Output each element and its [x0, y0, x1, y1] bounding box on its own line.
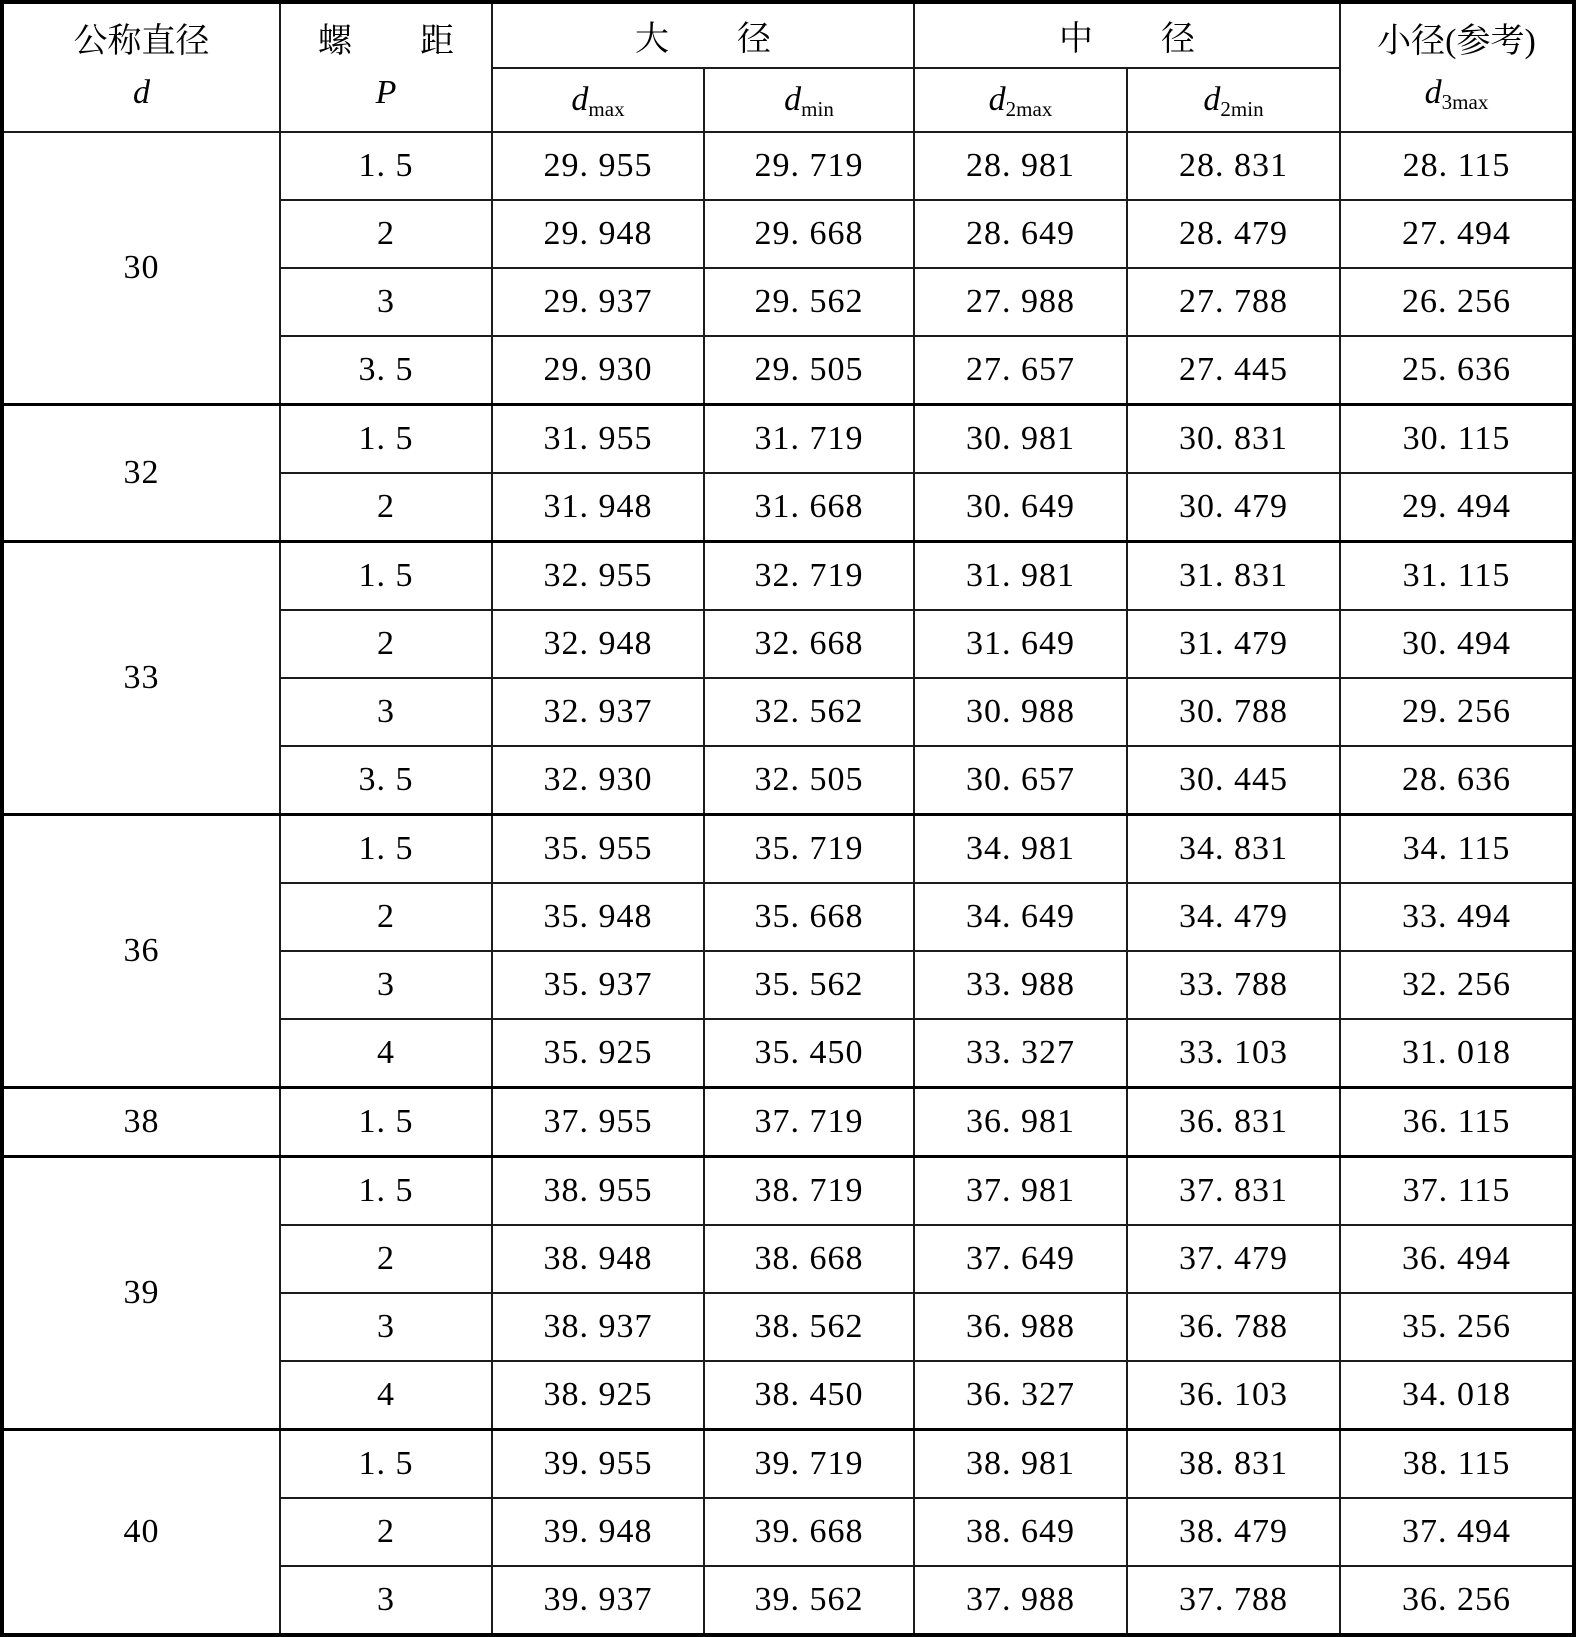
dmax-cell: 37. 955 — [492, 1088, 704, 1157]
nominal-diameter-cell: 33 — [2, 542, 280, 815]
d2max-cell: 38. 981 — [914, 1430, 1127, 1499]
dmin-cell: 38. 562 — [704, 1293, 914, 1361]
pitch-cell: 2 — [280, 200, 492, 268]
d2min-cell: 36. 103 — [1127, 1361, 1340, 1430]
d2max-cell: 27. 657 — [914, 336, 1127, 405]
d3max-cell: 30. 115 — [1340, 405, 1574, 474]
table-row — [2, 1430, 1574, 1499]
d2min-cell: 30. 831 — [1127, 405, 1340, 474]
pitch-cell: 3 — [280, 268, 492, 336]
d2min-cell: 34. 479 — [1127, 883, 1340, 951]
d2max-cell: 30. 988 — [914, 678, 1127, 746]
d3max-cell: 34. 115 — [1340, 815, 1574, 884]
d3max-cell: 34. 018 — [1340, 1361, 1574, 1430]
d3max-cell: 37. 494 — [1340, 1498, 1574, 1566]
d3max-cell: 25. 636 — [1340, 336, 1574, 405]
d2min-cell: 38. 479 — [1127, 1498, 1340, 1566]
pitch-cell: 4 — [280, 1019, 492, 1088]
dmin-cell: 35. 450 — [704, 1019, 914, 1088]
pitch-cell: 3. 5 — [280, 746, 492, 815]
pitch-cell: 3 — [280, 951, 492, 1019]
d3max-cell: 36. 256 — [1340, 1566, 1574, 1635]
d3max-cell: 36. 115 — [1340, 1088, 1574, 1157]
dmin-cell: 37. 719 — [704, 1088, 914, 1157]
d2max-cell: 36. 988 — [914, 1293, 1127, 1361]
dmin-cell: 35. 562 — [704, 951, 914, 1019]
dmin-cell: 32. 668 — [704, 610, 914, 678]
header-d2max: $d_{2max}$ — [914, 68, 1127, 132]
d3max-cell: 31. 018 — [1340, 1019, 1574, 1088]
pitch-cell: 2 — [280, 883, 492, 951]
d3max-cell: 28. 115 — [1340, 132, 1574, 200]
d2max-cell: 37. 649 — [914, 1225, 1127, 1293]
dmax-cell: 39. 948 — [492, 1498, 704, 1566]
dmax-cell: 32. 930 — [492, 746, 704, 815]
pitch-cell: 1. 5 — [280, 1430, 492, 1499]
header-pitch-symbol: P — [375, 73, 397, 111]
dmax-cell: 29. 930 — [492, 336, 704, 405]
nominal-diameter-cell: 32 — [2, 405, 280, 542]
d3max-cell: 26. 256 — [1340, 268, 1574, 336]
pitch-cell: 3 — [280, 1566, 492, 1635]
d2max-cell: 34. 649 — [914, 883, 1127, 951]
dmin-cell: 38. 668 — [704, 1225, 914, 1293]
d2max-cell: 36. 327 — [914, 1361, 1127, 1430]
header-nominal-diameter — [2, 2, 280, 132]
table-row — [2, 1088, 1574, 1157]
dmax-cell: 35. 937 — [492, 951, 704, 1019]
pitch-cell: 1. 5 — [280, 815, 492, 884]
dmin-cell: 29. 719 — [704, 132, 914, 200]
d2max-cell: 28. 981 — [914, 132, 1127, 200]
header-middle-diameter: 中 径 — [914, 2, 1340, 68]
d2max-cell: 33. 988 — [914, 951, 1127, 1019]
dmax-cell: 35. 925 — [492, 1019, 704, 1088]
d2min-cell: 38. 831 — [1127, 1430, 1340, 1499]
d2min-cell: 31. 479 — [1127, 610, 1340, 678]
nominal-diameter-cell: 36 — [2, 815, 280, 1088]
dmin-cell: 31. 668 — [704, 473, 914, 542]
dmin-cell: 39. 719 — [704, 1430, 914, 1499]
dmin-cell: 29. 505 — [704, 336, 914, 405]
d3max-cell: 38. 115 — [1340, 1430, 1574, 1499]
d2min-cell: 33. 788 — [1127, 951, 1340, 1019]
header-pitch-title: 螺 距 — [318, 23, 454, 61]
header-dmin: $d_{min}$ — [704, 68, 914, 132]
header-nominal-diameter-symbol: d — [133, 73, 150, 111]
d2min-cell: 27. 445 — [1127, 336, 1340, 405]
d2min-cell: 37. 788 — [1127, 1566, 1340, 1635]
table-row — [2, 132, 1574, 200]
d3max-cell: 30. 494 — [1340, 610, 1574, 678]
pitch-cell: 2 — [280, 473, 492, 542]
header-dmax: $d_{max}$ — [492, 68, 704, 132]
pitch-cell: 1. 5 — [280, 1157, 492, 1226]
nominal-diameter-cell: 30 — [2, 132, 280, 405]
pitch-cell: 3 — [280, 678, 492, 746]
table-row — [2, 405, 1574, 474]
pitch-cell: 4 — [280, 1361, 492, 1430]
d3max-cell: 36. 494 — [1340, 1225, 1574, 1293]
d2min-cell: 37. 479 — [1127, 1225, 1340, 1293]
d2min-cell: 33. 103 — [1127, 1019, 1340, 1088]
header-nominal-diameter-title: 公称直径 — [73, 23, 210, 61]
dmax-cell: 29. 955 — [492, 132, 704, 200]
d2min-cell: 28. 479 — [1127, 200, 1340, 268]
pitch-cell: 1. 5 — [280, 405, 492, 474]
dmin-cell: 32. 719 — [704, 542, 914, 611]
pitch-cell: 2 — [280, 1498, 492, 1566]
nominal-diameter-cell: 38 — [2, 1088, 280, 1157]
dmin-cell: 38. 450 — [704, 1361, 914, 1430]
dmax-cell: 38. 925 — [492, 1361, 704, 1430]
d2max-cell: 30. 981 — [914, 405, 1127, 474]
d2min-cell: 36. 831 — [1127, 1088, 1340, 1157]
d2min-cell: 30. 445 — [1127, 746, 1340, 815]
dmin-cell: 38. 719 — [704, 1157, 914, 1226]
d3max-cell: 29. 494 — [1340, 473, 1574, 542]
dmax-cell: 39. 937 — [492, 1566, 704, 1635]
pitch-cell: 3 — [280, 1293, 492, 1361]
header-major-diameter: 大 径 — [492, 2, 914, 68]
dmax-cell: 31. 955 — [492, 405, 704, 474]
table-row — [2, 1157, 1574, 1226]
d3max-cell: 32. 256 — [1340, 951, 1574, 1019]
nominal-diameter-cell: 39 — [2, 1157, 280, 1430]
d2min-cell: 36. 788 — [1127, 1293, 1340, 1361]
d2max-cell: 38. 649 — [914, 1498, 1127, 1566]
header-minor-diameter-title: 小径(参考) — [1377, 23, 1536, 61]
d2max-cell: 37. 981 — [914, 1157, 1127, 1226]
d2max-cell: 31. 649 — [914, 610, 1127, 678]
d3max-cell: 33. 494 — [1340, 883, 1574, 951]
dmax-cell: 32. 937 — [492, 678, 704, 746]
nominal-diameter-cell: 40 — [2, 1430, 280, 1636]
d2max-cell: 31. 981 — [914, 542, 1127, 611]
d2max-cell: 34. 981 — [914, 815, 1127, 884]
d2max-cell: 36. 981 — [914, 1088, 1127, 1157]
dmax-cell: 32. 948 — [492, 610, 704, 678]
pitch-cell: 1. 5 — [280, 132, 492, 200]
table-row — [2, 815, 1574, 884]
d3max-cell: 29. 256 — [1340, 678, 1574, 746]
header-minor-diameter — [1340, 2, 1574, 132]
d2min-cell: 30. 479 — [1127, 473, 1340, 542]
d2min-cell: 34. 831 — [1127, 815, 1340, 884]
d2max-cell: 30. 657 — [914, 746, 1127, 815]
d3max-cell: 31. 115 — [1340, 542, 1574, 611]
d3max-cell: 35. 256 — [1340, 1293, 1574, 1361]
dmax-cell: 38. 937 — [492, 1293, 704, 1361]
header-minor-diameter-symbol: $d_{3max}$ — [1424, 73, 1489, 114]
d3max-cell: 27. 494 — [1340, 200, 1574, 268]
pitch-cell: 1. 5 — [280, 1088, 492, 1157]
dmax-cell: 29. 937 — [492, 268, 704, 336]
d2max-cell: 27. 988 — [914, 268, 1127, 336]
header-row-1 — [2, 2, 1574, 68]
d2min-cell: 31. 831 — [1127, 542, 1340, 611]
pitch-cell: 2 — [280, 610, 492, 678]
d2min-cell: 28. 831 — [1127, 132, 1340, 200]
d2min-cell: 37. 831 — [1127, 1157, 1340, 1226]
d2max-cell: 30. 649 — [914, 473, 1127, 542]
dmax-cell: 35. 955 — [492, 815, 704, 884]
d2max-cell: 28. 649 — [914, 200, 1127, 268]
dmax-cell: 31. 948 — [492, 473, 704, 542]
d2min-cell: 30. 788 — [1127, 678, 1340, 746]
dmin-cell: 29. 668 — [704, 200, 914, 268]
dmin-cell: 35. 719 — [704, 815, 914, 884]
dmin-cell: 32. 562 — [704, 678, 914, 746]
dmax-cell: 39. 955 — [492, 1430, 704, 1499]
dmin-cell: 29. 562 — [704, 268, 914, 336]
dmin-cell: 39. 562 — [704, 1566, 914, 1635]
pitch-cell: 3. 5 — [280, 336, 492, 405]
dmax-cell: 29. 948 — [492, 200, 704, 268]
table-body — [2, 132, 1574, 1635]
table-header — [2, 2, 1574, 132]
dmin-cell: 39. 668 — [704, 1498, 914, 1566]
d2max-cell: 37. 988 — [914, 1566, 1127, 1635]
header-pitch — [280, 2, 492, 132]
dmin-cell: 35. 668 — [704, 883, 914, 951]
d2max-cell: 33. 327 — [914, 1019, 1127, 1088]
dmax-cell: 38. 955 — [492, 1157, 704, 1226]
dmin-cell: 32. 505 — [704, 746, 914, 815]
table-row — [2, 542, 1574, 611]
dmax-cell: 38. 948 — [492, 1225, 704, 1293]
dmin-cell: 31. 719 — [704, 405, 914, 474]
header-d2min: $d_{2min}$ — [1127, 68, 1340, 132]
pitch-cell: 2 — [280, 1225, 492, 1293]
dmax-cell: 35. 948 — [492, 883, 704, 951]
pitch-cell: 1. 5 — [280, 542, 492, 611]
d3max-cell: 37. 115 — [1340, 1157, 1574, 1226]
d3max-cell: 28. 636 — [1340, 746, 1574, 815]
dmax-cell: 32. 955 — [492, 542, 704, 611]
d2min-cell: 27. 788 — [1127, 268, 1340, 336]
